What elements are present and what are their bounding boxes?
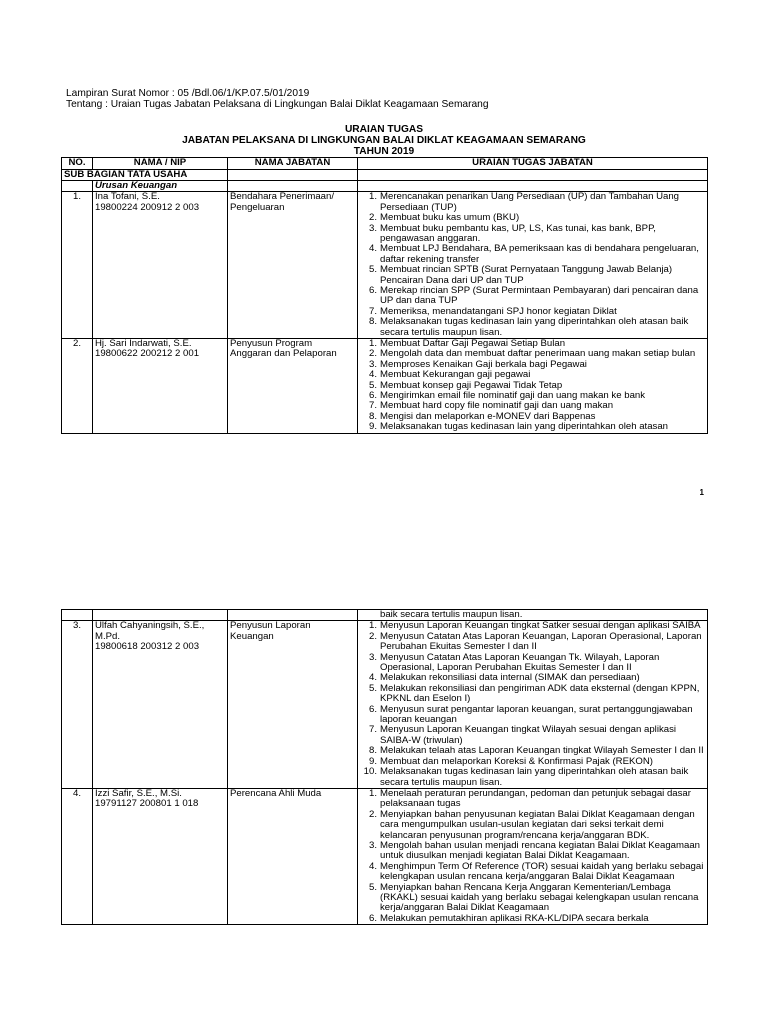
- duty-list: [360, 339, 705, 433]
- duty-item: Menyusun Catatan Atas Laporan Keuangan, Laporan Operasional, Laporan Perubahan Ekuitas Semester I dan II: [380, 630, 702, 653]
- duty-list-cell: [358, 339, 708, 434]
- duty-item: Menyiapkan bahan penyusunan kegiatan Balai Diklat Keagamaan dengan cara mengumpulkan usulan-usulan kegiatan dari seksi terkait demi kelancaran penyusunan program/rencana kerja/anggaran BDK.: [380, 808, 695, 841]
- document-page-2: [0, 530, 768, 1024]
- duty-item: Melaksanakan tugas kedinasan lain yang diperintahkan oleh atasan baik secara tertulis maupun lisan.: [380, 766, 689, 788]
- table-row: [62, 788, 708, 924]
- employee-name: Ulfah Cahyaningsih, S.E., M.Pd.: [95, 620, 205, 642]
- employee-name: Izzi Safir, S.E., M.Si.: [95, 787, 182, 799]
- employee-nip: 19800224 200912 2 003: [95, 201, 200, 213]
- row-number: 3.: [62, 621, 93, 789]
- duty-item: Merencanakan penarikan Uang Persediaan (UP) dan Tambahan Uang Persediaan (TUP): [380, 191, 680, 213]
- position-name: Penyusun Program Anggaran dan Pelaporan: [228, 339, 358, 434]
- duty-item: Menelaah peraturan perundangan, pedoman dan petunjuk sebagai dasar pelaksanaan tugas: [380, 787, 691, 810]
- subsection-label: Urusan Keuangan: [93, 180, 228, 191]
- column-header-duties: URAIAN TUGAS JABATAN: [358, 158, 708, 170]
- duty-item: Melaksanakan tugas kedinasan lain yang diperintahkan oleh atasan baik secara tertulis maupun lisan.: [380, 316, 689, 338]
- duty-item: Menyusun Laporan Keuangan tingkat Satker sesuai dengan aplikasi SAIBA: [380, 620, 701, 632]
- duty-item: Menyiapkan bahan Rencana Kerja Anggaran Kementerian/Lembaga (RKAKL) sesuai kaidah yang berlaku sebagai kelengkapan usulan rencana kerja/anggaran Balai Diklat Keagamaan: [380, 881, 699, 914]
- continuation-row: [62, 610, 708, 621]
- duty-table-page-1: [61, 157, 708, 434]
- table-row: [62, 621, 708, 789]
- page-number: 1: [699, 488, 704, 497]
- employee-cell: [93, 339, 228, 434]
- column-header-position: NAMA JABATAN: [228, 158, 358, 170]
- duty-item: Memeriksa, menandatangani SPJ honor kegiatan Diklat: [380, 305, 617, 317]
- employee-nip: 19800618 200312 2 003: [95, 641, 200, 653]
- duty-item: Merekap rincian SPP (Surat Permintaan Pembayaran) dari pencairan dana UP dan dana TUP: [380, 284, 699, 307]
- duty-list: [360, 192, 705, 338]
- letter-reference: Lampiran Surat Nomor : 05 /Bdl.06/1/KP.07.5/01/2019: [66, 88, 310, 99]
- duty-item: Mengolah data dan membuat daftar penerimaan uang makan setiap bulan: [380, 348, 696, 360]
- duty-item: Membuat rincian SPTB (Surat Pernyataan Tanggung Jawab Belanja) Pencairan Dana dari UP dan TUP: [380, 264, 673, 286]
- position-name: Penyusun Laporan Keuangan: [228, 621, 358, 789]
- document-year: TAHUN 2019: [353, 146, 415, 157]
- position-name: Perencana Ahli Muda: [228, 788, 358, 924]
- position-name: Bendahara Penerimaan/ Pengeluaran: [228, 192, 358, 339]
- duty-list: [360, 789, 705, 924]
- duty-item: Membuat Daftar Gaji Pegawai Setiap Bulan: [380, 338, 566, 349]
- duty-item: Melaksanakan tugas kedinasan lain yang diperintahkan oleh atasan: [380, 421, 669, 433]
- document-subtitle: JABATAN PELAKSANA DI LINGKUNGAN BALAI DIKLAT KEAGAMAAN SEMARANG: [182, 135, 586, 146]
- duty-item: Melakukan telaah atas Laporan Keuangan tingkat Wilayah Semester I dan II: [380, 745, 704, 757]
- continued-duty-text: baik secara tertulis maupun lisan.: [358, 610, 708, 621]
- employee-cell: [93, 621, 228, 789]
- employee-cell: [93, 192, 228, 339]
- duty-table-page-2: [61, 609, 708, 925]
- employee-nip: 19791127 200801 1 018: [95, 798, 199, 810]
- duty-list-cell: [358, 621, 708, 789]
- section-label: SUB BAGIAN TATA USAHA: [62, 169, 228, 180]
- duty-list-cell: [358, 192, 708, 339]
- duty-item: Membuat dan melaporkan Koreksi & Konfirmasi Pajak (REKON): [380, 755, 653, 767]
- duty-item: Membuat hard copy file nominatif gaji dan uang makan: [380, 400, 614, 412]
- employee-name: Hj. Sari Indarwati, S.E.: [95, 338, 192, 349]
- duty-item: Membuat buku kas umum (BKU): [380, 212, 520, 224]
- subsection-row: [62, 180, 708, 191]
- duty-item: Membuat buku pembantu kas, UP, LS, Kas tunai, kas bank, BPP, pengawasan anggaran.: [380, 222, 656, 244]
- table-row: [62, 192, 708, 339]
- column-header-no: NO.: [62, 158, 93, 170]
- section-row: [62, 169, 708, 180]
- duty-item: Mengirimkan email file nominatif gaji dan uang makan ke bank: [380, 390, 646, 402]
- duty-item: Melakukan rekonsiliasi data internal (SIMAK dan persediaan): [380, 672, 640, 684]
- duty-list-cell: [358, 788, 708, 924]
- duty-item: Membuat LPJ Bendahara, BA pemeriksaan kas di bendahara pengeluaran, daftar rekening transfer: [380, 243, 699, 265]
- duty-item: Menyusun surat pengantar laporan keuangan, surat pertanggungjawaban laporan keuangan: [380, 703, 693, 726]
- row-number: 4.: [62, 788, 93, 924]
- employee-cell: [93, 788, 228, 924]
- duty-item: Melakukan pemutakhiran aplikasi RKA-KL/DIPA secara berkala: [380, 912, 649, 924]
- duty-item: Melakukan rekonsiliasi dan pengiriman ADK data eksternal (dengan KPPN, KPKNL dan Eselon I): [380, 682, 700, 705]
- duty-item: Menghimpun Term Of Reference (TOR) sesuai kaidah yang berlaku sebagai kelengkapan usulan rencana kerja/anggaran Balai Diklat Keagamaan: [380, 860, 704, 883]
- duty-item: Mengolah bahan usulan menjadi rencana kegiatan Balai Diklat Keagamaan untuk diusulkan menjadi kegiatan Balai Diklat Keagamaan.: [380, 839, 701, 862]
- duty-item: Menyusun Laporan Keuangan tingkat Wilayah sesuai dengan aplikasi SAIBA-W (triwulan): [380, 724, 677, 746]
- table-row: [62, 339, 708, 434]
- document-title: URAIAN TUGAS: [344, 124, 424, 135]
- row-number: 2.: [62, 339, 93, 434]
- duty-list: [360, 621, 705, 788]
- table-header-row: [62, 158, 708, 170]
- employee-name: Ina Tofani, S.E.: [95, 191, 160, 203]
- duty-item: Mengisi dan melaporkan e-MONEV dari Bappenas: [380, 410, 596, 422]
- duty-item: Menyusun Catatan Atas Laporan Keuangan Tk. Wilayah, Laporan Operasional, Laporan Perubahan Ekuitas Semester I dan II: [380, 651, 660, 674]
- duty-item: Membuat Kekurangan gaji pegawai: [380, 369, 531, 381]
- duty-item: Memproses Kenaikan Gaji berkala bagi Pegawai: [380, 358, 587, 370]
- column-header-name: NAMA / NIP: [93, 158, 228, 170]
- duty-item: Membuat konsep gaji Pegawai Tidak Tetap: [380, 379, 563, 391]
- employee-nip: 19800622 200212 2 001: [95, 348, 200, 360]
- letter-subject: Tentang : Uraian Tugas Jabatan Pelaksana di Lingkungan Balai Diklat Keagamaan Semarang: [66, 99, 489, 110]
- row-number: 1.: [62, 192, 93, 339]
